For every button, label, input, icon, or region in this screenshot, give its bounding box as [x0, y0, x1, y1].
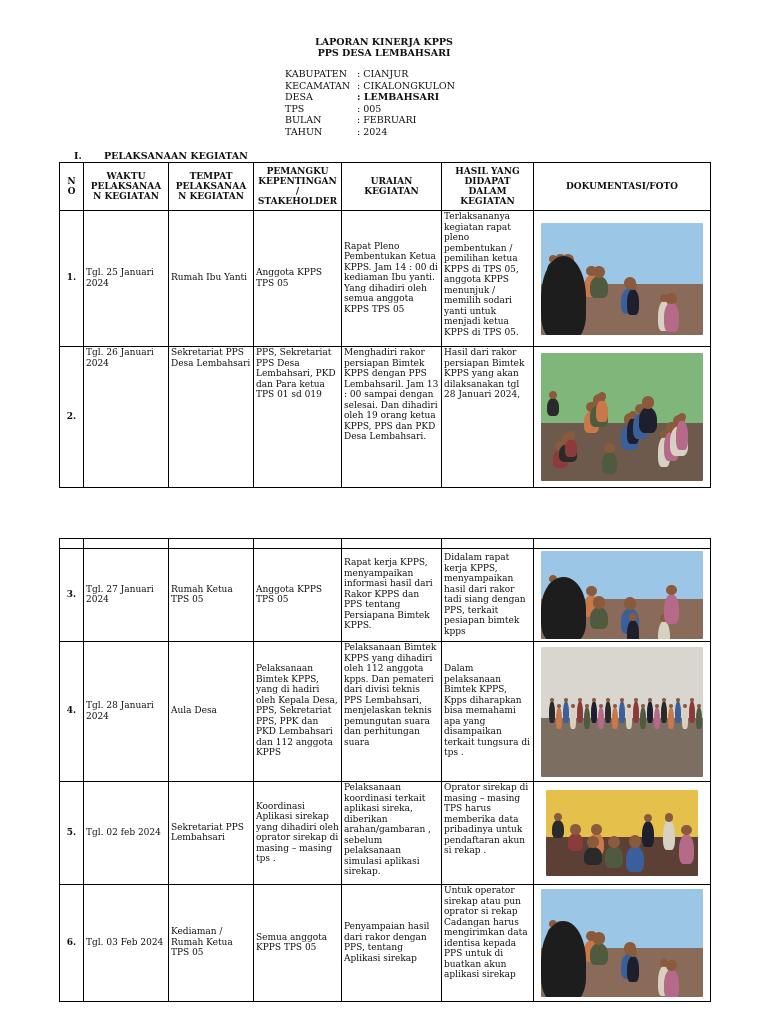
cell-pemangku: PPS, Sekretariat PPS Desa Lembahsari, PKD dan Para ketua TPS 01 sd 019 [254, 347, 342, 488]
photo-person-head [571, 704, 575, 708]
photo-person [596, 400, 608, 422]
photo-person [627, 620, 639, 639]
photo-person-head [666, 960, 677, 971]
photo-person [627, 956, 639, 982]
photo-person [568, 833, 583, 851]
photo-person [584, 707, 590, 729]
photo-person [598, 707, 604, 729]
photo-foreground-person [541, 921, 586, 997]
cell-waktu: Tgl. 26 Januari 2024 [84, 347, 169, 488]
table-header-row-empty [60, 539, 711, 549]
cell-uraian: Pelaksanaan koordinasi terkait aplikasi sireka, diberikan arahan/gambaran , sebelum pelaksanaan simulasi aplikasi sirekap. [342, 782, 442, 885]
photo-person-head [697, 704, 701, 708]
photo-person [639, 407, 657, 433]
cell-no: 2. [60, 347, 84, 488]
cell-hasil: Dalam pelaksanaan Bimtek KPPS, Kpps diharapkan bisa memahami apa yang disampaikan terkait tungsura di tps . [442, 642, 534, 782]
documentation-photo [546, 790, 698, 876]
cell-tempat: Sekretariat PPS Desa Lembahsari [169, 347, 254, 488]
photo-person-head [624, 597, 637, 610]
title-line-1: LAPORAN KINERJA KPPS [315, 37, 453, 48]
cell-uraian: Pelaksanaan Bimtek KPPS yang dihadiri oleh 112 anggota kpps. Dan pemateri dari divisi teknis PPS Lembahsari, menjelaskan teknis pemungutan suara dan perhitungan suara [342, 642, 442, 782]
photo-person-head [586, 586, 597, 597]
cell-uraian: Menghadiri rakor persiapan Bimtek KPPS dengan PPS Lembahsaril. Jam 13 : 00 sampai dengan selesai. Dan dihadiri oleh 19 orang ketua KPPS, PPS dan PKD Desa Lembahsari. [342, 347, 442, 488]
photo-person-head [634, 698, 638, 702]
cell-no: 5. [60, 782, 84, 885]
photo-person [689, 701, 695, 723]
table-row [60, 782, 711, 885]
photo-person-head [570, 824, 581, 835]
photo-person [602, 452, 617, 474]
empty-cell [60, 539, 84, 549]
photo-person-head [690, 698, 694, 702]
meta-row [285, 92, 455, 104]
photo-person [619, 701, 625, 723]
empty-cell [534, 539, 711, 549]
header-waktu: WAKTU PELAKSANAA N KEGIATAN [84, 163, 169, 211]
cell-pemangku: Anggota KPPS TPS 05 [254, 549, 342, 642]
header-pemangku: PEMANGKU KEPENTINGAN / STAKEHOLDER [254, 163, 342, 211]
photo-person-head [564, 698, 568, 702]
photo-person [675, 701, 681, 723]
header-no: N O [60, 163, 84, 211]
meta-key: TPS [285, 103, 305, 115]
documentation-photo [541, 353, 703, 481]
photo-person-head [676, 698, 680, 702]
cell-waktu: Tgl. 28 Januari 2024 [84, 642, 169, 782]
cell-no: 4. [60, 642, 84, 782]
meta-key: KECAMATAN [285, 80, 351, 92]
cell-dokumentasi [534, 885, 711, 1002]
cell-waktu: Tgl. 25 Januari 2024 [84, 211, 169, 347]
photo-person [590, 276, 608, 298]
photo-person [664, 302, 679, 332]
header-dokumentasi: DOKUMENTASI/FOTO [534, 163, 711, 211]
cell-dokumentasi [534, 782, 711, 885]
photo-person [605, 846, 623, 868]
photo-person-head [598, 392, 606, 400]
meta-row [285, 69, 455, 81]
photo-person-head [642, 396, 655, 409]
activity-table-page-1 [59, 162, 711, 488]
cell-dokumentasi [534, 642, 711, 782]
photo-person [612, 707, 618, 729]
table-header-row [60, 163, 711, 211]
photo-person-head [550, 698, 554, 702]
header-tempat: TEMPAT PELAKSANAA N KEGIATAN [169, 163, 254, 211]
photo-person [647, 701, 653, 723]
cell-pemangku: Pelaksanaan Bimtek KPPS, yang di hadiri oleh Kepala Desa, PPS, Sekretariat PPS, PPK dan PKD Lembahsari dan 112 anggota KPPS [254, 642, 342, 782]
photo-person [661, 701, 667, 723]
cell-hasil: Didalam rapat kerja KPPS, menyampaikan hasil dari rakor tadi siang dengan PPS, terkait pesiapan bimtek kpps [442, 549, 534, 642]
photo-wall [546, 790, 698, 837]
table-row [60, 347, 711, 488]
cell-hasil: Oprator sirekap di masing – masing TPS harus memberika data pribadinya untuk pendaftaran akun si rekap . [442, 782, 534, 885]
meta-row [285, 127, 455, 139]
cell-tempat: Rumah Ketua TPS 05 [169, 549, 254, 642]
photo-person [633, 701, 639, 723]
table-row [60, 211, 711, 347]
cell-hasil: Hasil dari rakor persiapan Bimtek KPPS yang akan dilaksanakan tgl 28 Januari 2024, [442, 347, 534, 488]
meta-key: KABUPATEN [285, 69, 348, 80]
cell-tempat: Kediaman / Rumah Ketua TPS 05 [169, 885, 254, 1002]
meta-key: DESA [285, 92, 313, 103]
cell-pemangku: Anggota KPPS TPS 05 [254, 211, 342, 347]
documentation-photo [541, 551, 703, 639]
photo-person [654, 707, 660, 729]
activity-table-page-2 [59, 538, 711, 1002]
meta-row [285, 104, 455, 116]
photo-person [679, 834, 694, 864]
photo-person-head [585, 704, 589, 708]
cell-tempat: Sekretariat PPS Lembahsari [169, 782, 254, 885]
meta-value: : 2024 [357, 126, 388, 138]
photo-person-head [666, 293, 677, 304]
photo-person [640, 707, 646, 729]
title-line-2: PPS DESA LEMBAHSARI [317, 48, 451, 59]
photo-person-head [592, 698, 596, 702]
photo-person-head [549, 391, 557, 399]
photo-person-head [606, 698, 610, 702]
cell-dokumentasi [534, 347, 711, 488]
meta-row [285, 115, 455, 127]
empty-cell [254, 539, 342, 549]
cell-uraian: Rapat Pleno Pembentukan Ketua KPPS. Jam 14 : 00 di kediaman Ibu yanti. Yang dihadiri oleh semua anggota KPPS TPS 05 [342, 211, 442, 347]
meta-value: : CIANJUR [357, 69, 409, 80]
table-row [60, 549, 711, 642]
photo-person-head [613, 704, 617, 708]
photo-person [570, 707, 576, 729]
photo-person [626, 846, 644, 872]
documentation-photo [541, 889, 703, 997]
photo-person [563, 701, 569, 723]
photo-person-head [644, 814, 652, 822]
documentation-photo [541, 223, 703, 335]
photo-person-head [681, 825, 692, 836]
photo-person [565, 439, 577, 457]
photo-person [556, 707, 562, 729]
photo-person-head [665, 813, 673, 821]
cell-no: 6. [60, 885, 84, 1002]
photo-person [696, 707, 702, 729]
cell-waktu: Tgl. 27 Januari 2024 [84, 549, 169, 642]
photo-person-head [620, 698, 624, 702]
photo-person [627, 289, 639, 315]
cell-no: 3. [60, 549, 84, 642]
meta-value: : FEBRUARI [357, 115, 417, 126]
cell-uraian: Rapat kerja KPPS, menyampaikan informasi hasil dari Rakor KPPS dan PPS tentang Persiapana Bimtek KPPS. [342, 549, 442, 642]
cell-tempat: Aula Desa [169, 642, 254, 782]
cell-dokumentasi [534, 549, 711, 642]
photo-person [547, 398, 559, 416]
meta-row [285, 81, 455, 93]
photo-person [552, 820, 564, 838]
meta-value: : LEMBAHSARI [357, 92, 440, 103]
section-title: PELAKSANAAN KEGIATAN [104, 151, 248, 162]
photo-foreground-person [541, 577, 586, 639]
photo-person-head [567, 431, 575, 439]
cell-hasil: Untuk operator sirekap atau pun oprator si rekap Cadangan harus mengirimkan data identisa kepada PPS untuk di buatkan akun aplikasi sirekap [442, 885, 534, 1002]
photo-person-head [591, 824, 602, 835]
photo-person-head [683, 704, 687, 708]
section-heading [74, 151, 248, 162]
photo-person [664, 969, 679, 997]
cell-waktu: Tgl. 03 Feb 2024 [84, 885, 169, 1002]
table-row [60, 642, 711, 782]
photo-person [668, 707, 674, 729]
photo-person-head [604, 443, 615, 454]
cell-waktu: Tgl. 02 feb 2024 [84, 782, 169, 885]
documentation-photo [541, 647, 703, 777]
empty-cell [442, 539, 534, 549]
empty-cell [342, 539, 442, 549]
photo-person [605, 701, 611, 723]
meta-value: : CIKALONGKULON [357, 80, 455, 92]
photo-person-head [629, 835, 642, 848]
cell-uraian: Penyampaian hasil dari rakor dengan PPS, tentang Aplikasi sirekap [342, 885, 442, 1002]
cell-hasil: Terlaksananya kegiatan rapat pleno pembentukan / pemilihan ketua KPPS di TPS 05, anggota KPPS menunjuk / memilih sodari yanti untuk menjadi ketua KPPS di TPS 05. [442, 211, 534, 347]
header-uraian: URAIAN KEGIATAN [342, 163, 442, 211]
photo-person-head [655, 704, 659, 708]
cell-pemangku: Semua anggota KPPS TPS 05 [254, 885, 342, 1002]
photo-person-head [648, 698, 652, 702]
photo-person [642, 821, 654, 847]
photo-person [577, 701, 583, 723]
photo-person-head [662, 698, 666, 702]
photo-person-head [641, 704, 645, 708]
section-number: I. [74, 151, 82, 162]
header-hasil: HASIL YANG DIDAPAT DALAM KEGIATAN [442, 163, 534, 211]
photo-person [590, 943, 608, 965]
cell-dokumentasi [534, 211, 711, 347]
photo-person-head [599, 704, 603, 708]
table-row [60, 885, 711, 1002]
meta-value: : 005 [357, 103, 382, 115]
meta-key: TAHUN [285, 126, 323, 138]
photo-person-head [627, 704, 631, 708]
photo-person [549, 701, 555, 723]
photo-person [682, 707, 688, 729]
photo-person [584, 847, 602, 865]
photo-person [676, 420, 688, 450]
photo-person [590, 607, 608, 629]
meta-key: BULAN [285, 115, 322, 126]
empty-cell [169, 539, 254, 549]
photo-person [663, 820, 675, 850]
photo-person-head [666, 585, 677, 596]
photo-floor [541, 718, 703, 777]
empty-cell [84, 539, 169, 549]
report-meta [285, 69, 455, 138]
photo-person-head [669, 704, 673, 708]
cell-no: 1. [60, 211, 84, 347]
cell-pemangku: Koordinasi Aplikasi sirekap yang dihadiri oleh oprator sirekap di masing – masing tps . [254, 782, 342, 885]
cell-tempat: Rumah Ibu Yanti [169, 211, 254, 347]
photo-person-head [578, 698, 582, 702]
photo-foreground-person [541, 256, 586, 334]
photo-person [626, 707, 632, 729]
photo-person-head [557, 704, 561, 708]
photo-person [664, 594, 679, 624]
photo-person [591, 701, 597, 723]
